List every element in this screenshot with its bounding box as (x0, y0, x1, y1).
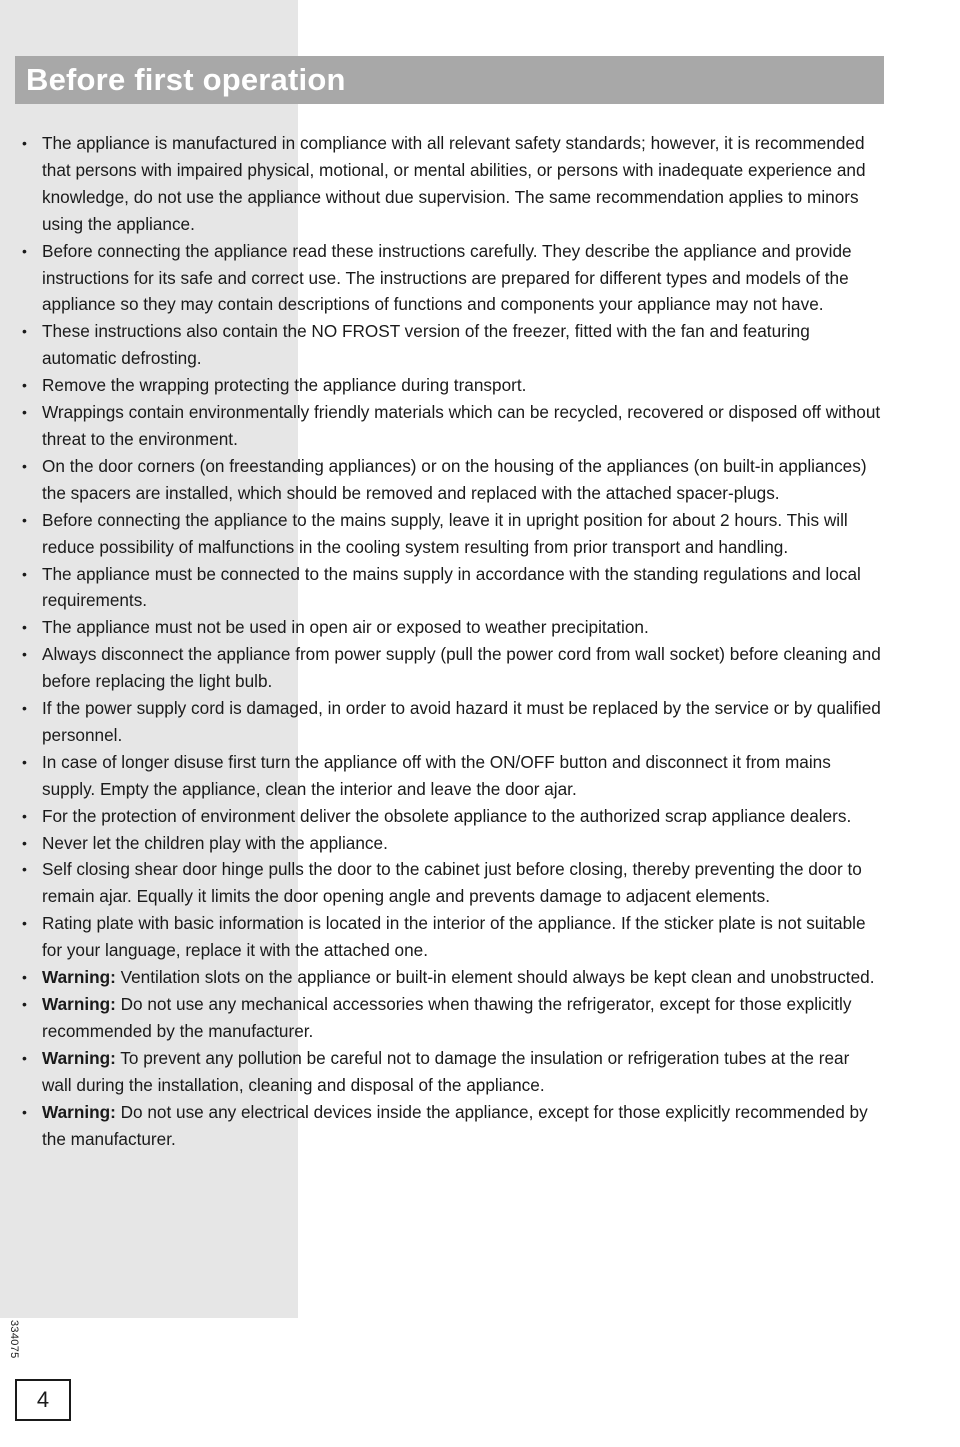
list-item-text: The appliance must not be used in open air or exposed to weather precipitation. (42, 617, 649, 638)
list-item-text: Remove the wrapping protecting the appliance during transport. (42, 375, 527, 396)
list-item-text: Rating plate with basic information is located in the interior of the appliance. If the sticker plate is not suitable for your language, replace it with the attached one. (42, 913, 866, 961)
list-item (20, 318, 882, 372)
bullet-icon: • (22, 135, 27, 151)
bullet-icon: • (22, 457, 27, 474)
list-item (20, 561, 882, 615)
bullet-icon: • (22, 377, 27, 394)
list-item (20, 803, 882, 830)
warning-item (20, 964, 882, 991)
list-item (20, 507, 882, 561)
warning-label: Warning: (42, 1101, 116, 1122)
list-item-text: If the power supply cord is damaged, in order to avoid hazard it must be replaced by the service or by qualified personnel. (42, 698, 881, 745)
warning-item (20, 991, 882, 1045)
bullet-icon: • (22, 1049, 27, 1066)
list-item-text: Before connecting the appliance read these instructions carefully. They describe the appliance and provide instructions for its safe and correct use. The instructions are prepared for different types and models of the appliance so they may contain descriptions of functions and components your appliance may not have. (42, 240, 852, 315)
list-item (20, 130, 882, 238)
bullet-icon: • (22, 969, 27, 986)
list-item (20, 399, 882, 453)
bullet-icon: • (22, 323, 27, 340)
bullet-icon: • (22, 807, 27, 824)
section-title-bar (15, 56, 884, 104)
list-item (20, 695, 882, 749)
bullet-icon: • (22, 861, 27, 878)
list-item (20, 238, 882, 319)
warning-label: Warning: (42, 967, 116, 988)
bullet-icon: • (22, 1103, 27, 1120)
bullet-icon: • (22, 565, 27, 582)
list-item-text: Always disconnect the appliance from power supply (pull the power cord from wall socket) before cleaning and before replacing the light bulb. (42, 644, 881, 692)
list-item (20, 830, 882, 857)
list-item-text: Never let the children play with the appliance. (42, 832, 388, 853)
list-item-text: These instructions also contain the NO FROST version of the freezer, fitted with the fan and featuring automatic defrosting. (42, 321, 810, 369)
warning-label: Warning: (42, 1047, 116, 1068)
bullet-icon: • (22, 242, 27, 259)
list-item (20, 749, 882, 803)
instructions-list (20, 130, 882, 1152)
page-number-box (15, 1379, 71, 1421)
page-number: 4 (36, 1387, 50, 1412)
list-item-text: Do not use any electrical devices inside the appliance, except for those explicitly recommended by the manufacturer. (42, 1101, 868, 1149)
list-item (20, 910, 882, 964)
list-item-text: The appliance must be connected to the mains supply in accordance with the standing regulations and local requirements. (42, 563, 861, 611)
list-item-text: In case of longer disuse first turn the appliance off with the ON/OFF button and disconnect it from mains supply. Empty the appliance, clean the interior and leave the door ajar. (42, 751, 831, 799)
warning-label: Warning: (42, 994, 116, 1014)
bullet-icon: • (22, 619, 27, 636)
list-item (20, 453, 882, 507)
warning-item (20, 1045, 882, 1099)
list-item-text: Ventilation slots on the appliance or built-in element should always be kept clean and unobstructed. (120, 967, 875, 988)
bullet-icon: • (22, 404, 27, 421)
bullet-icon: • (22, 646, 27, 663)
list-item-text: Before connecting the appliance to the mains supply, leave it in upright position for about 2 hours. This will reduce possibility of malfunctions in the cooling system resulting from prior transport and handling. (42, 509, 848, 557)
list-item-text: Wrappings contain environmentally friendly materials which can be recycled, recovered or disposed off without threat to the environment. (42, 402, 881, 449)
section-title: Before first operation (26, 62, 346, 97)
list-item-text: The appliance is manufactured in compliance with all relevant safety standards; however, it is recommended that persons with impaired physical, motional, or mental abilities, or persons with inadequate experience and knowledge, do not use the appliance without due supervision. The same recommendation applies to minors using the appliance. (42, 133, 866, 234)
warning-item (20, 1099, 882, 1153)
bullet-icon: • (22, 700, 27, 717)
bullet-icon: • (22, 834, 27, 851)
list-item-text: To prevent any pollution be careful not to damage the insulation or refrigeration tubes at the rear wall during the installation, cleaning and disposal of the appliance. (42, 1047, 850, 1095)
list-item-text: For the protection of environment deliver the obsolete appliance to the authorized scrap appliance dealers. (42, 805, 852, 826)
bullet-icon: • (22, 511, 27, 528)
document-code: 334075 (8, 1320, 20, 1359)
bullet-icon: • (22, 753, 27, 770)
list-item (20, 856, 882, 910)
list-item (20, 641, 882, 695)
bullet-icon: • (22, 915, 27, 932)
bullet-icon: • (22, 996, 27, 1012)
list-item-text: Do not use any mechanical accessories when thawing the refrigerator, except for those explicitly recommended by the manufacturer. (42, 994, 852, 1041)
instructions-content (20, 130, 882, 1152)
list-item-text: Self closing shear door hinge pulls the door to the cabinet just before closing, thereby preventing the door to remain ajar. Equally it limits the door opening angle and prevents damage to adjacent elements. (42, 859, 862, 907)
list-item (20, 614, 882, 641)
list-item (20, 372, 882, 399)
list-item-text: On the door corners (on freestanding appliances) or on the housing of the appliances (on built-in appliances) the spacers are installed, which should be removed and replaced with the attached spacer-plugs. (42, 455, 867, 503)
